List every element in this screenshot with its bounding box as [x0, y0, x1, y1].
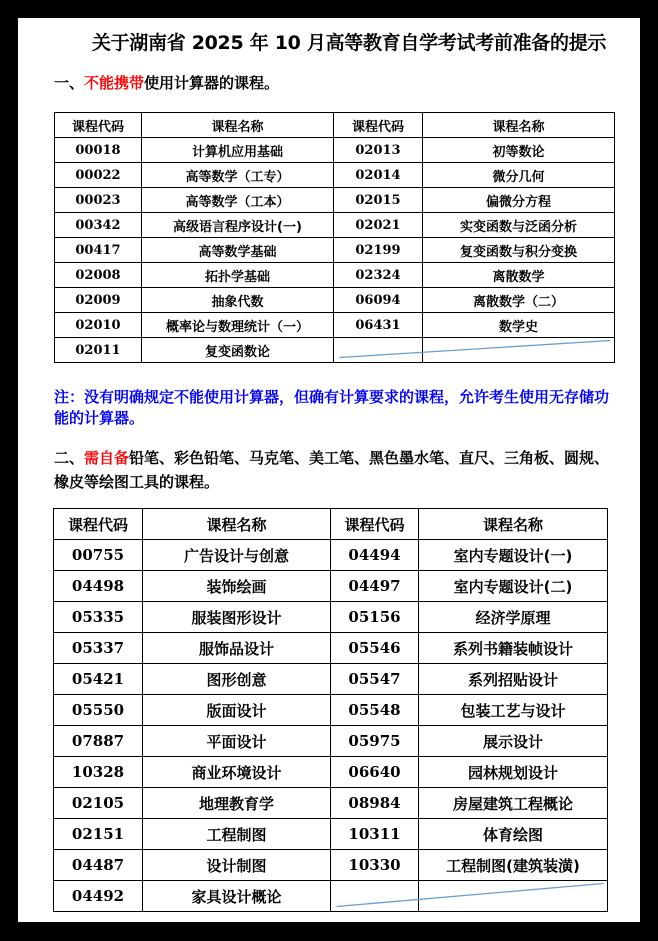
- table-row: [55, 213, 615, 238]
- course-name-cell: 经济学原理: [419, 602, 608, 633]
- table-row: [55, 288, 615, 313]
- section1-suffix: 使用计算器的课程。: [144, 74, 280, 92]
- course-code-cell: 00755: [54, 540, 143, 571]
- table-row: [54, 757, 608, 788]
- course-name-cell: 系列书籍装帧设计: [419, 633, 608, 664]
- table-row: [55, 163, 615, 188]
- course-name-cell: 高级语言程序设计(一): [142, 213, 334, 238]
- course-code-cell: 05548: [331, 695, 419, 726]
- course-name-cell: 室内专题设计(二): [419, 571, 608, 602]
- table-row: [54, 695, 608, 726]
- course-name-cell: 复变函数论: [142, 338, 334, 363]
- course-name-cell: 体育绘图: [419, 819, 608, 850]
- header-course-name: 课程名称: [142, 113, 334, 138]
- section2-heading: [54, 446, 614, 494]
- section1-highlight: 不能携带: [84, 74, 145, 92]
- course-code-cell: [334, 338, 423, 363]
- course-code-cell: 00023: [55, 188, 142, 213]
- course-name-cell: 地理教育学: [143, 788, 331, 819]
- course-name-cell: [423, 338, 615, 363]
- course-code-cell: 02199: [334, 238, 423, 263]
- course-code-cell: 05975: [331, 726, 419, 757]
- course-name-cell: 微分几何: [423, 163, 615, 188]
- table-header-row: [54, 509, 608, 540]
- course-name-cell: 数学史: [423, 313, 615, 338]
- course-name-cell: 服饰品设计: [143, 633, 331, 664]
- course-code-cell: 02015: [334, 188, 423, 213]
- course-code-cell: 04487: [54, 850, 143, 881]
- course-name-cell: 家具设计概论: [143, 881, 331, 912]
- course-name-cell: 离散数学（二）: [423, 288, 615, 313]
- table-row: [54, 819, 608, 850]
- course-code-cell: 02105: [54, 788, 143, 819]
- course-code-cell: 00022: [55, 163, 142, 188]
- table-row: [55, 263, 615, 288]
- course-code-cell: 04497: [331, 571, 419, 602]
- course-name-cell: 概率论与数理统计（一）: [142, 313, 334, 338]
- calculator-note: 注：没有明确规定不能使用计算器，但确有计算要求的课程，允许考生使用无存储功能的计算器。: [54, 388, 610, 427]
- course-name-cell: 室内专题设计(一): [419, 540, 608, 571]
- course-code-cell: 02009: [55, 288, 142, 313]
- table-row: [54, 664, 608, 695]
- page-title: 关于湖南省 2025 年 10 月高等教育自学考试考前准备的提示: [91, 32, 607, 54]
- course-code-cell: 05335: [54, 602, 143, 633]
- header-course-name: 课程名称: [423, 113, 615, 138]
- course-code-cell: 00018: [55, 138, 142, 163]
- course-name-cell: 服装图形设计: [143, 602, 331, 633]
- course-code-cell: 04492: [54, 881, 143, 912]
- course-code-cell: [331, 881, 419, 912]
- table-row: [54, 540, 608, 571]
- course-name-cell: 商业环境设计: [143, 757, 331, 788]
- course-name-cell: 装饰绘画: [143, 571, 331, 602]
- course-name-cell: 实变函数与泛函分析: [423, 213, 615, 238]
- course-name-cell: 设计制图: [143, 850, 331, 881]
- course-code-cell: 07887: [54, 726, 143, 757]
- table-row: [54, 881, 608, 912]
- course-name-cell: 包装工艺与设计: [419, 695, 608, 726]
- course-code-cell: 02013: [334, 138, 423, 163]
- course-code-cell: 02010: [55, 313, 142, 338]
- course-code-cell: 04494: [331, 540, 419, 571]
- course-name-cell: 广告设计与创意: [143, 540, 331, 571]
- course-name-cell: 工程制图: [143, 819, 331, 850]
- course-name-cell: 拓扑学基础: [142, 263, 334, 288]
- table-row: [54, 726, 608, 757]
- course-code-cell: 05156: [331, 602, 419, 633]
- calculator-banned-table: [54, 112, 615, 363]
- course-name-cell: 高等数学（工专）: [142, 163, 334, 188]
- course-name-cell: 平面设计: [143, 726, 331, 757]
- course-code-cell: 05547: [331, 664, 419, 695]
- course-name-cell: 园林规划设计: [419, 757, 608, 788]
- course-name-cell: 房屋建筑工程概论: [419, 788, 608, 819]
- course-name-cell: 复变函数与积分变换: [423, 238, 615, 263]
- course-name-cell: 高等数学（工本）: [142, 188, 334, 213]
- table-header-row: [55, 113, 615, 138]
- course-code-cell: 04498: [54, 571, 143, 602]
- course-name-cell: 展示设计: [419, 726, 608, 757]
- course-code-cell: 06431: [334, 313, 423, 338]
- table-row: [54, 850, 608, 881]
- course-name-cell: 高等数学基础: [142, 238, 334, 263]
- section2-suffix: 铅笔、彩色铅笔、马克笔、美工笔、黑色墨水笔、直尺、三角板、圆规、橡皮等绘图工具的课程。: [54, 449, 610, 491]
- course-name-cell: [419, 881, 608, 912]
- course-name-cell: 初等数论: [423, 138, 615, 163]
- course-code-cell: 02021: [334, 213, 423, 238]
- header-course-code: 课程代码: [331, 509, 419, 540]
- course-code-cell: 00417: [55, 238, 142, 263]
- header-course-name: 课程名称: [419, 509, 608, 540]
- header-course-name: 课程名称: [143, 509, 331, 540]
- course-code-cell: 05337: [54, 633, 143, 664]
- course-code-cell: 08984: [331, 788, 419, 819]
- document-page: [18, 18, 640, 922]
- header-course-code: 课程代码: [54, 509, 143, 540]
- course-code-cell: 02014: [334, 163, 423, 188]
- section1-heading: [54, 72, 279, 93]
- table-row: [55, 313, 615, 338]
- course-code-cell: 06640: [331, 757, 419, 788]
- course-name-cell: 版面设计: [143, 695, 331, 726]
- course-code-cell: 10311: [331, 819, 419, 850]
- course-name-cell: 系列招贴设计: [419, 664, 608, 695]
- table-row: [55, 138, 615, 163]
- course-code-cell: 05546: [331, 633, 419, 664]
- course-code-cell: 02151: [54, 819, 143, 850]
- course-code-cell: 02324: [334, 263, 423, 288]
- table-row: [55, 238, 615, 263]
- course-code-cell: 05421: [54, 664, 143, 695]
- course-name-cell: 抽象代数: [142, 288, 334, 313]
- table-row: [54, 633, 608, 664]
- course-code-cell: 02008: [55, 263, 142, 288]
- table-row: [54, 788, 608, 819]
- section2-highlight: 需自备: [84, 449, 130, 467]
- header-course-code: 课程代码: [334, 113, 423, 138]
- table-row: [54, 602, 608, 633]
- course-code-cell: 10330: [331, 850, 419, 881]
- course-name-cell: 工程制图(建筑装潢): [419, 850, 608, 881]
- course-name-cell: 离散数学: [423, 263, 615, 288]
- table-row: [55, 188, 615, 213]
- course-code-cell: 02011: [55, 338, 142, 363]
- course-name-cell: 图形创意: [143, 664, 331, 695]
- table-row: [55, 338, 615, 363]
- table-row: [54, 571, 608, 602]
- section2-prefix: 二、: [54, 449, 85, 467]
- header-course-code: 课程代码: [55, 113, 142, 138]
- course-code-cell: 05550: [54, 695, 143, 726]
- course-code-cell: 00342: [55, 213, 142, 238]
- course-code-cell: 10328: [54, 757, 143, 788]
- section1-prefix: 一、: [54, 74, 85, 92]
- course-name-cell: 偏微分方程: [423, 188, 615, 213]
- drawing-tools-table: [53, 508, 608, 912]
- course-code-cell: 06094: [334, 288, 423, 313]
- course-name-cell: 计算机应用基础: [142, 138, 334, 163]
